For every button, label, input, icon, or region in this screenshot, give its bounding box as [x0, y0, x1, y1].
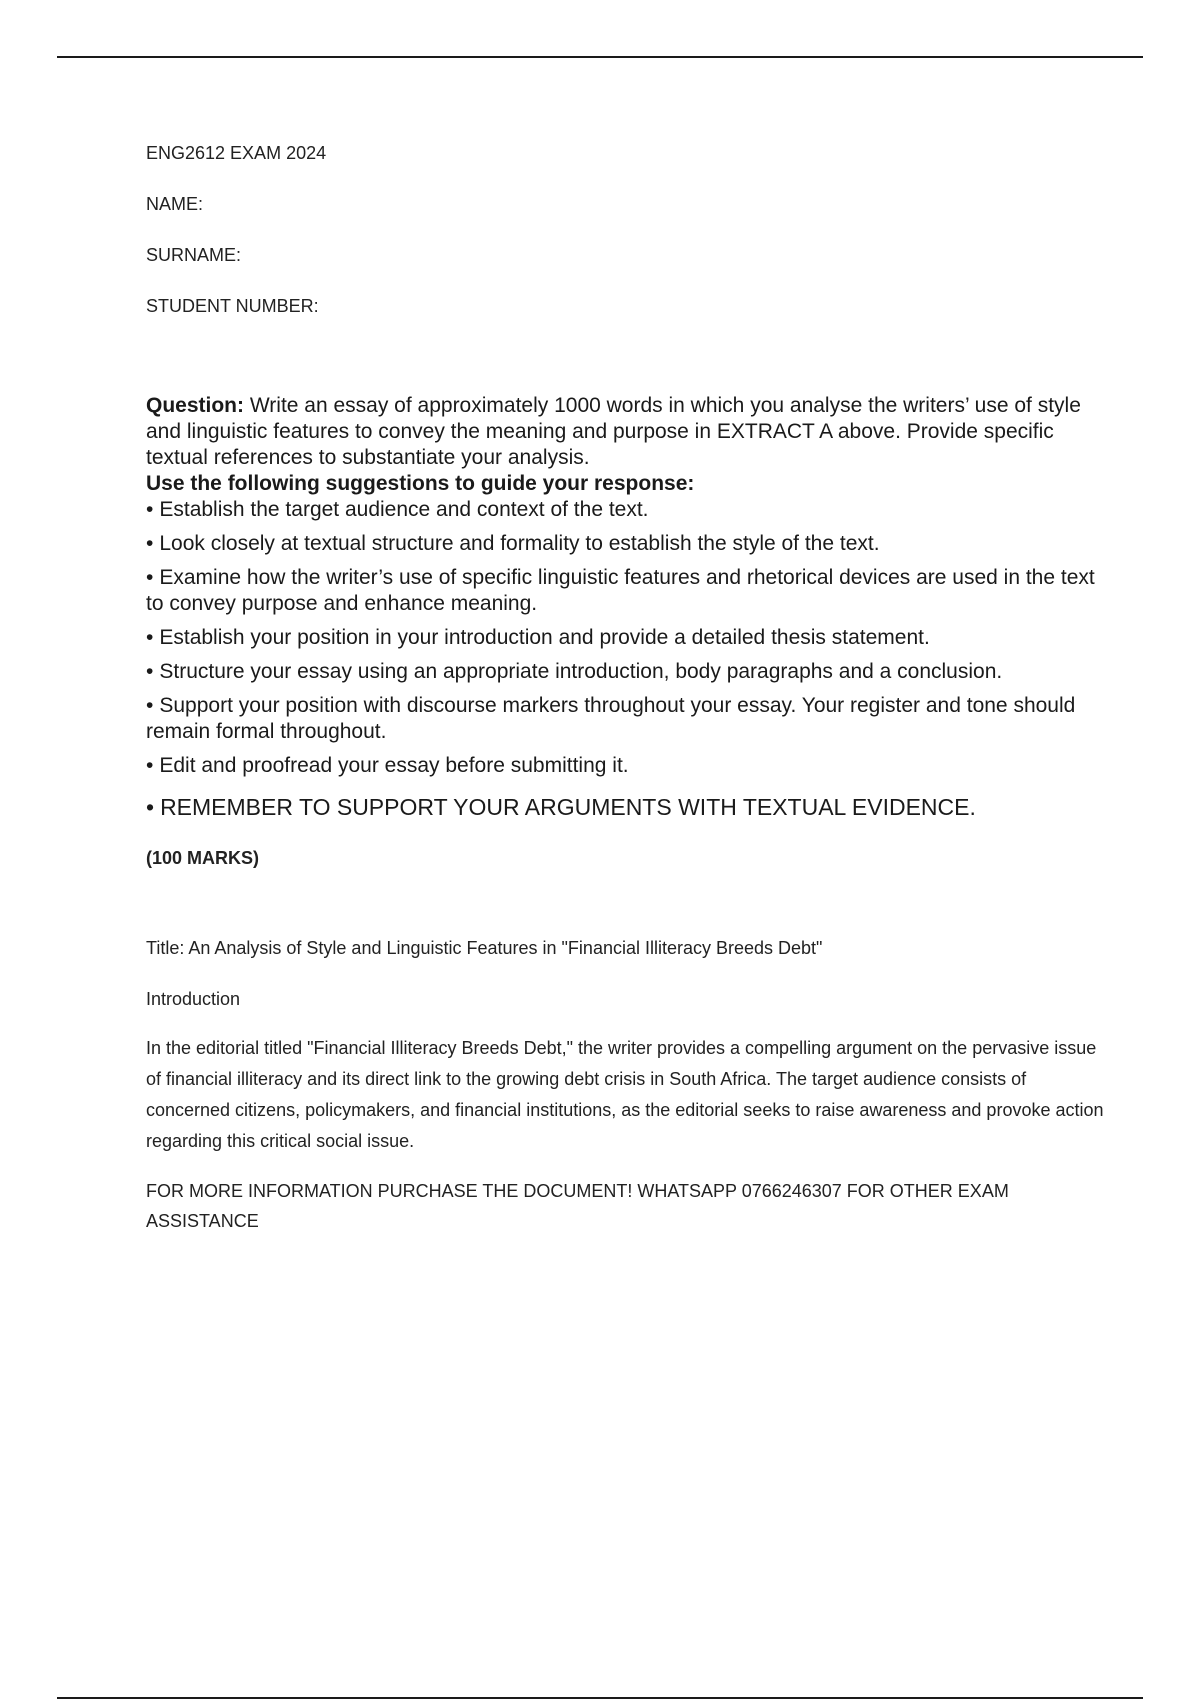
- question-text: Write an essay of approximately 1000 words in which you analyse the writers’ use of style and linguistic features to convey the meaning and purpose in EXTRACT A above. Provide specific textual references to substantiate your analysis.: [146, 394, 1081, 469]
- list-item-text: Examine how the writer’s use of specific linguistic features and rhetorical devices are used in the text to convey purpose and enhance meaning.: [146, 566, 1095, 615]
- intro-paragraph: In the editorial titled "Financial Illiteracy Breeds Debt," the writer provides a compelling argument on the pervasive issue of financial illiteracy and its direct link to the growing debt crisis in South Africa. The target audience consists of concerned citizens, policymakers, and financial institutions, as the editorial seeks to raise awareness and provoke action regarding this critical social issue.: [146, 1038, 1104, 1151]
- list-item: [146, 497, 1106, 523]
- list-item-text: Look closely at textual structure and formality to establish the style of the text.: [159, 532, 880, 555]
- document-page: [146, 138, 1106, 1236]
- question-label: Question:: [146, 394, 244, 417]
- bullet-icon: •: [146, 566, 154, 589]
- student-number-label: STUDENT NUMBER:: [146, 296, 319, 316]
- bullet-icon: •: [146, 626, 154, 649]
- bullet-icon: •: [146, 754, 154, 777]
- list-item-text: Support your position with discourse markers throughout your essay. Your register and tone should remain formal throughout.: [146, 694, 1076, 743]
- bullet-icon: •: [146, 660, 154, 683]
- bullet-icon: •: [146, 794, 155, 820]
- bullet-icon: •: [146, 498, 154, 521]
- suggestions-list: [146, 497, 1106, 779]
- list-item: [146, 531, 1106, 557]
- suggestions-heading: Use the following suggestions to guide your response:: [146, 472, 695, 495]
- bullet-icon: •: [146, 694, 154, 717]
- remember-text: REMEMBER TO SUPPORT YOUR ARGUMENTS WITH TEXTUAL EVIDENCE.: [160, 794, 976, 820]
- list-item: [146, 659, 1106, 685]
- essay-title: Title: An Analysis of Style and Linguistic Features in "Financial Illiteracy Breeds Debt": [146, 938, 823, 958]
- list-item: [146, 693, 1106, 745]
- intro-heading: Introduction: [146, 989, 241, 1009]
- bottom-rule: [57, 1697, 1143, 1699]
- bullet-icon: •: [146, 532, 154, 555]
- list-item: [146, 753, 1106, 779]
- list-item-text: Establish your position in your introduction and provide a detailed thesis statement.: [159, 626, 930, 649]
- exam-code: ENG2612 EXAM 2024: [146, 143, 327, 163]
- top-rule: [57, 56, 1143, 58]
- remember-note: [146, 793, 1106, 821]
- surname-label: SURNAME:: [146, 245, 242, 265]
- list-item-text: Edit and proofread your essay before submitting it.: [159, 754, 629, 777]
- list-item: [146, 625, 1106, 651]
- list-item-text: Structure your essay using an appropriate introduction, body paragraphs and a conclusion.: [159, 660, 1003, 683]
- question-paragraph: [146, 393, 1106, 471]
- total-marks: (100 MARKS): [146, 848, 260, 868]
- name-label: NAME:: [146, 194, 204, 214]
- list-item-text: Establish the target audience and context of the text.: [159, 498, 649, 521]
- purchase-notice: FOR MORE INFORMATION PURCHASE THE DOCUMENT! WHATSAPP 0766246307 FOR OTHER EXAM ASSISTANCE: [146, 1181, 1009, 1231]
- list-item: [146, 565, 1106, 617]
- question-block: [146, 393, 1106, 821]
